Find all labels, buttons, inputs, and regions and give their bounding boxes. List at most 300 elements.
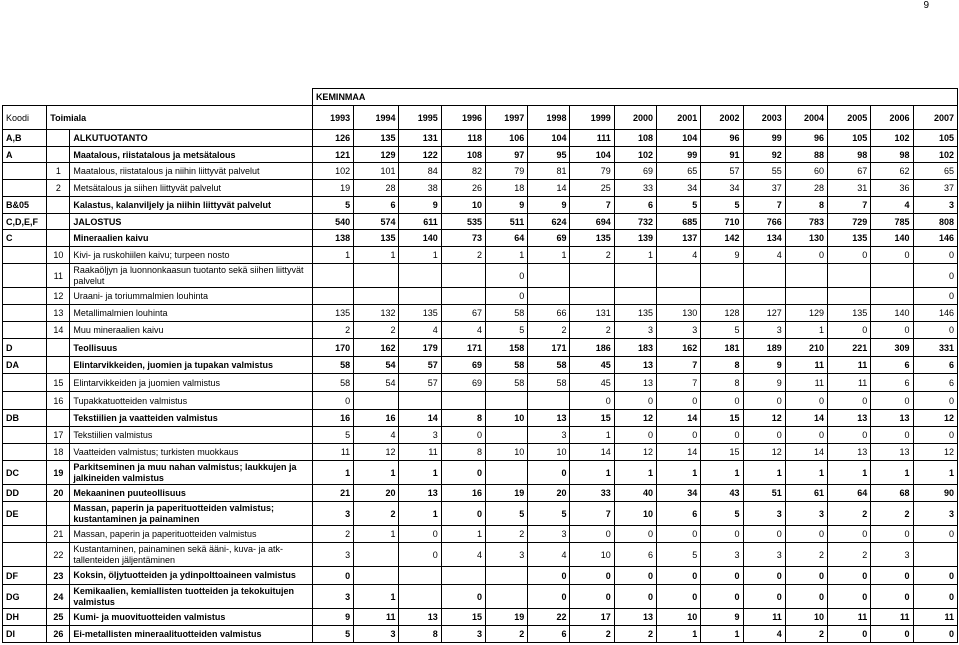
row-value: 0 [657, 567, 701, 585]
row-value: 79 [485, 163, 527, 180]
row-value: 808 [913, 214, 957, 230]
row-value [312, 264, 353, 288]
row-value: 0 [528, 585, 570, 609]
row-value [743, 288, 785, 305]
row-value: 1 [614, 247, 656, 264]
row-value: 8 [701, 357, 743, 374]
row-value: 135 [354, 130, 399, 147]
row-value: 0 [701, 585, 743, 609]
row-subcode: 15 [47, 374, 70, 392]
row-value: 2 [354, 322, 399, 339]
row-value: 5 [701, 322, 743, 339]
row-value: 0 [657, 392, 701, 410]
group-header: KEMINMAA [312, 89, 957, 106]
row-subcode: 16 [47, 392, 70, 410]
row-subcode [47, 357, 70, 374]
row-name: Metsätalous ja siihen liittyvät palvelut [70, 180, 313, 197]
row-value: 0 [913, 392, 957, 410]
row-value: 2 [485, 626, 527, 643]
row-value: 611 [399, 214, 441, 230]
row-value: 66 [528, 305, 570, 322]
row-value: 14 [570, 444, 614, 461]
row-value: 732 [614, 214, 656, 230]
row-value: 67 [828, 163, 871, 180]
row-value: 0 [701, 567, 743, 585]
row-value: 5 [701, 197, 743, 214]
row-value: 181 [701, 339, 743, 357]
row-subcode [47, 197, 70, 214]
row-value: 170 [312, 339, 353, 357]
row-value [354, 288, 399, 305]
row-value: 186 [570, 339, 614, 357]
table-row [3, 214, 958, 230]
row-code: DE [3, 502, 47, 526]
row-value [485, 585, 527, 609]
row-value: 68 [871, 485, 913, 502]
row-value: 13 [614, 374, 656, 392]
row-value: 130 [785, 230, 827, 247]
row-value: 105 [913, 130, 957, 147]
row-value: 15 [701, 410, 743, 427]
row-value [828, 288, 871, 305]
row-value: 13 [399, 609, 441, 626]
page-number: 9 [923, 0, 929, 11]
row-value: 13 [828, 410, 871, 427]
row-value: 58 [312, 357, 353, 374]
row-value: 0 [828, 585, 871, 609]
row-value: 129 [354, 147, 399, 163]
table-row [3, 626, 958, 643]
row-subcode [47, 410, 70, 427]
row-value: 2 [485, 526, 527, 543]
row-subcode: 17 [47, 427, 70, 444]
header-year: 1997 [485, 106, 527, 130]
row-value: 1 [354, 526, 399, 543]
row-value: 11 [743, 609, 785, 626]
row-value: 122 [399, 147, 441, 163]
row-value: 309 [871, 339, 913, 357]
row-value: 9 [528, 197, 570, 214]
row-value: 65 [913, 163, 957, 180]
row-value: 0 [399, 526, 441, 543]
row-subcode [47, 230, 70, 247]
row-value: 69 [528, 230, 570, 247]
row-value: 1 [441, 526, 485, 543]
row-name: Massan, paperin ja paperituotteiden valmistus; kustantaminen ja painaminen [70, 502, 313, 526]
header-year: 2004 [785, 106, 827, 130]
row-value: 7 [828, 197, 871, 214]
row-value: 58 [485, 357, 527, 374]
row-value: 65 [657, 163, 701, 180]
row-value: 14 [657, 410, 701, 427]
row-subcode [47, 214, 70, 230]
row-code [3, 264, 47, 288]
row-value: 101 [354, 163, 399, 180]
table-row [3, 264, 958, 288]
row-value: 1 [354, 247, 399, 264]
row-value: 45 [570, 374, 614, 392]
row-value: 5 [528, 502, 570, 526]
row-value: 3 [743, 502, 785, 526]
row-name: Metallimalmien louhinta [70, 305, 313, 322]
row-name: Tupakkatuotteiden valmistus [70, 392, 313, 410]
row-value [399, 288, 441, 305]
row-value: 0 [657, 427, 701, 444]
row-value: 11 [312, 444, 353, 461]
row-value: 33 [570, 485, 614, 502]
row-code [3, 526, 47, 543]
row-value [441, 264, 485, 288]
row-value [570, 264, 614, 288]
row-value: 13 [614, 357, 656, 374]
row-value: 3 [743, 543, 785, 567]
row-value: 131 [399, 130, 441, 147]
row-value: 2 [312, 322, 353, 339]
row-value: 10 [528, 444, 570, 461]
row-value: 1 [354, 461, 399, 485]
row-subcode: 26 [47, 626, 70, 643]
row-value: 3 [871, 543, 913, 567]
statistics-table [2, 88, 958, 643]
row-value: 13 [871, 444, 913, 461]
row-value: 102 [913, 147, 957, 163]
row-value: 0 [913, 322, 957, 339]
row-value [785, 264, 827, 288]
row-value [528, 392, 570, 410]
table-row [3, 526, 958, 543]
row-value: 99 [743, 130, 785, 147]
header-year: 1994 [354, 106, 399, 130]
row-value [312, 288, 353, 305]
row-name: Kustantaminen, painaminen sekä ääni-, kuva- ja atk-tallenteiden jäljentäminen [70, 543, 313, 567]
row-code: D [3, 339, 47, 357]
row-value: 7 [570, 502, 614, 526]
row-value: 0 [828, 567, 871, 585]
row-value: 2 [828, 543, 871, 567]
row-value: 158 [485, 339, 527, 357]
row-value: 21 [312, 485, 353, 502]
row-value: 16 [441, 485, 485, 502]
row-value: 146 [913, 230, 957, 247]
row-code: C [3, 230, 47, 247]
row-value: 2 [828, 502, 871, 526]
row-value: 69 [614, 163, 656, 180]
row-value: 9 [743, 357, 785, 374]
row-value: 1 [312, 461, 353, 485]
table-row [3, 567, 958, 585]
row-value: 0 [312, 567, 353, 585]
row-value: 0 [399, 543, 441, 567]
row-value: 8 [399, 626, 441, 643]
row-value: 0 [614, 392, 656, 410]
row-value: 40 [614, 485, 656, 502]
row-subcode: 14 [47, 322, 70, 339]
row-value: 118 [441, 130, 485, 147]
row-subcode: 18 [47, 444, 70, 461]
row-subcode: 11 [47, 264, 70, 288]
row-value: 90 [913, 485, 957, 502]
row-value: 0 [828, 322, 871, 339]
row-value: 0 [701, 526, 743, 543]
row-value: 51 [743, 485, 785, 502]
row-value: 13 [828, 444, 871, 461]
row-value: 0 [743, 392, 785, 410]
row-value: 0 [828, 427, 871, 444]
row-value: 37 [913, 180, 957, 197]
row-value: 3 [614, 322, 656, 339]
row-code [3, 305, 47, 322]
row-value: 12 [614, 444, 656, 461]
row-value: 4 [441, 543, 485, 567]
row-value: 54 [354, 374, 399, 392]
row-value: 20 [354, 485, 399, 502]
row-value: 4 [441, 322, 485, 339]
row-value: 12 [743, 410, 785, 427]
table-row [3, 288, 958, 305]
row-value: 9 [312, 609, 353, 626]
row-value: 121 [312, 147, 353, 163]
row-value: 11 [828, 357, 871, 374]
row-value [913, 543, 957, 567]
row-value: 0 [913, 288, 957, 305]
row-name: Muu mineraalien kaivu [70, 322, 313, 339]
row-value: 57 [399, 374, 441, 392]
row-value: 0 [441, 427, 485, 444]
row-value: 0 [785, 567, 827, 585]
row-value: 134 [743, 230, 785, 247]
row-value: 106 [485, 130, 527, 147]
row-value: 2 [871, 502, 913, 526]
row-value: 540 [312, 214, 353, 230]
row-value: 1 [570, 461, 614, 485]
row-value: 1 [485, 247, 527, 264]
row-value [871, 288, 913, 305]
table-row [3, 163, 958, 180]
row-value: 0 [828, 626, 871, 643]
row-value: 0 [312, 392, 353, 410]
row-subcode: 23 [47, 567, 70, 585]
row-value: 31 [828, 180, 871, 197]
row-value: 1 [399, 247, 441, 264]
row-value: 95 [528, 147, 570, 163]
row-value: 0 [785, 427, 827, 444]
row-value: 137 [657, 230, 701, 247]
row-name: Tekstiilien ja vaatteiden valmistus [70, 410, 313, 427]
row-value: 0 [570, 392, 614, 410]
row-value: 5 [312, 626, 353, 643]
row-value: 162 [354, 339, 399, 357]
row-value: 43 [701, 485, 743, 502]
row-name: Elintarvikkeiden, juomien ja tupakan valmistus [70, 357, 313, 374]
row-value: 624 [528, 214, 570, 230]
table-body [3, 89, 958, 643]
row-value: 36 [871, 180, 913, 197]
row-value: 0 [913, 264, 957, 288]
row-value: 183 [614, 339, 656, 357]
row-value: 5 [312, 427, 353, 444]
row-value: 7 [743, 197, 785, 214]
row-value: 140 [871, 305, 913, 322]
row-value: 19 [312, 180, 353, 197]
row-value: 82 [441, 163, 485, 180]
row-value: 14 [399, 410, 441, 427]
row-subcode: 20 [47, 485, 70, 502]
row-value: 6 [871, 357, 913, 374]
row-value: 12 [614, 410, 656, 427]
row-value: 11 [399, 444, 441, 461]
row-value [871, 264, 913, 288]
row-name: Koksin, öljytuotteiden ja ydinpolttoaineen valmistus [70, 567, 313, 585]
header-year: 2007 [913, 106, 957, 130]
row-value: 98 [828, 147, 871, 163]
table-row [3, 247, 958, 264]
row-value: 61 [785, 485, 827, 502]
row-value: 57 [701, 163, 743, 180]
row-value: 535 [441, 214, 485, 230]
row-value: 96 [785, 130, 827, 147]
row-value: 0 [570, 585, 614, 609]
row-value: 210 [785, 339, 827, 357]
row-subcode: 19 [47, 461, 70, 485]
row-value: 0 [614, 567, 656, 585]
header-year: 2005 [828, 106, 871, 130]
row-value: 9 [485, 197, 527, 214]
row-value: 221 [828, 339, 871, 357]
row-value: 2 [570, 247, 614, 264]
row-value: 102 [614, 147, 656, 163]
row-value: 2 [785, 543, 827, 567]
row-value: 38 [399, 180, 441, 197]
row-code: DI [3, 626, 47, 643]
row-value: 785 [871, 214, 913, 230]
row-code [3, 180, 47, 197]
row-value: 0 [871, 247, 913, 264]
row-value: 3 [528, 427, 570, 444]
row-value: 57 [399, 357, 441, 374]
row-value: 58 [528, 374, 570, 392]
row-value: 5 [485, 502, 527, 526]
row-subcode [47, 130, 70, 147]
row-code: DG [3, 585, 47, 609]
row-value: 146 [913, 305, 957, 322]
row-value: 6 [657, 502, 701, 526]
table-row [3, 444, 958, 461]
row-value: 2 [354, 502, 399, 526]
row-value: 62 [871, 163, 913, 180]
row-value: 6 [913, 357, 957, 374]
row-value [354, 392, 399, 410]
row-value: 91 [701, 147, 743, 163]
row-value: 5 [657, 197, 701, 214]
row-value: 28 [785, 180, 827, 197]
row-value: 17 [570, 609, 614, 626]
row-value: 105 [828, 130, 871, 147]
row-value: 12 [743, 444, 785, 461]
row-value [657, 264, 701, 288]
row-code: DH [3, 609, 47, 626]
row-value: 5 [312, 197, 353, 214]
row-value: 10 [485, 410, 527, 427]
row-value: 3 [913, 197, 957, 214]
row-value: 171 [528, 339, 570, 357]
row-value: 6 [614, 197, 656, 214]
row-value: 0 [485, 264, 527, 288]
row-value: 10 [485, 444, 527, 461]
row-value [354, 264, 399, 288]
table-row [3, 322, 958, 339]
table-row [3, 374, 958, 392]
row-value: 13 [528, 410, 570, 427]
row-value: 10 [657, 609, 701, 626]
row-value: 0 [871, 567, 913, 585]
row-value: 331 [913, 339, 957, 357]
row-subcode [47, 502, 70, 526]
row-value: 511 [485, 214, 527, 230]
row-value: 6 [528, 626, 570, 643]
row-value: 69 [441, 374, 485, 392]
row-value: 8 [701, 374, 743, 392]
row-value: 108 [441, 147, 485, 163]
row-value: 92 [743, 147, 785, 163]
table-row [3, 180, 958, 197]
row-value: 1 [354, 585, 399, 609]
row-value: 1 [913, 461, 957, 485]
row-value: 3 [701, 543, 743, 567]
row-value [441, 567, 485, 585]
row-code [3, 374, 47, 392]
row-value [485, 461, 527, 485]
row-value: 19 [485, 485, 527, 502]
row-value: 3 [441, 626, 485, 643]
row-value: 0 [743, 585, 785, 609]
table-row [3, 585, 958, 609]
row-value: 12 [913, 444, 957, 461]
row-value [485, 567, 527, 585]
row-value: 10 [570, 543, 614, 567]
row-code [3, 163, 47, 180]
row-value [399, 264, 441, 288]
header-year: 1999 [570, 106, 614, 130]
row-value: 98 [871, 147, 913, 163]
row-value: 140 [399, 230, 441, 247]
header-year: 2001 [657, 106, 701, 130]
table-row [3, 609, 958, 626]
row-value: 1 [828, 461, 871, 485]
row-value: 20 [528, 485, 570, 502]
row-value: 0 [441, 502, 485, 526]
row-value: 1 [657, 461, 701, 485]
row-value: 88 [785, 147, 827, 163]
row-value: 9 [399, 197, 441, 214]
row-value: 138 [312, 230, 353, 247]
row-value: 0 [871, 392, 913, 410]
row-value: 12 [913, 410, 957, 427]
row-value: 16 [312, 410, 353, 427]
row-value: 16 [354, 410, 399, 427]
row-value: 11 [785, 357, 827, 374]
row-value: 128 [701, 305, 743, 322]
row-value [657, 288, 701, 305]
row-value: 3 [528, 526, 570, 543]
row-value: 1 [570, 427, 614, 444]
header-year: 2006 [871, 106, 913, 130]
header-year: 1998 [528, 106, 570, 130]
row-value: 0 [701, 427, 743, 444]
row-subcode: 25 [47, 609, 70, 626]
blank-cell [3, 89, 313, 106]
row-value [354, 567, 399, 585]
row-value: 60 [785, 163, 827, 180]
